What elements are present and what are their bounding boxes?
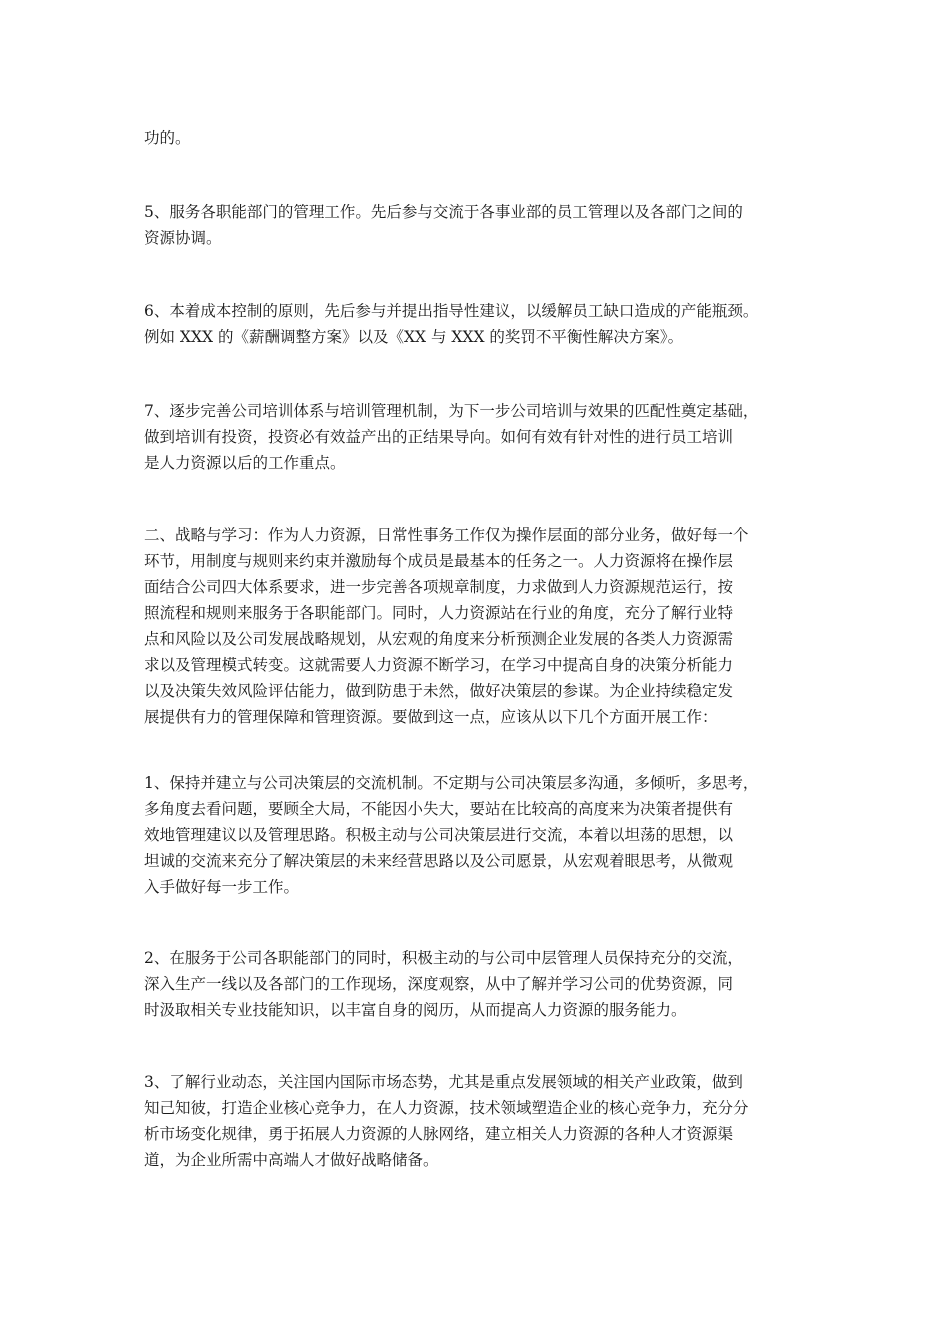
- paragraph-item-6: 6、本着成本控制的原则，先后参与并提出指导性建议，以缓解员工缺口造成的产能瓶颈。 例如 XXX 的《薪酬调整方案》以及《XX 与 XXX 的奖罚不平衡性解决方案》。: [144, 302, 759, 346]
- paragraph-point-1: 1、保持并建立与公司决策层的交流机制。不定期与公司决策层多沟通，多倾听，多思考， 多角度去看问题，要顾全大局，不能因小失大，要站在比较高的高度来为决策者提供有 效地管理建议以及管理思路。积极主动与公司决策层进行交流，本着以坦荡的思想，以 坦诚的交流来充分了解决策层的未来经营思路以及公司愿景，从宏观着眼思考，从微观 入手做好每一步工作。: [144, 774, 759, 896]
- paragraph-item-5: 5、服务各职能部门的管理工作。先后参与交流于各事业部的员工管理以及各部门之间的 资源协调。: [144, 203, 743, 247]
- paragraph-point-2: 2、在服务于公司各职能部门的同时，积极主动的与公司中层管理人员保持充分的交流， 深入生产一线以及各部门的工作现场，深度观察，从中了解并学习公司的优势资源，同 时汲取相关专业技能知识，以丰富自身的阅历，从而提高人力资源的服务能力。: [144, 949, 743, 1019]
- paragraph-point-3: 3、了解行业动态，关注国内国际市场态势，尤其是重点发展领域的相关产业政策，做到 知己知彼，打造企业核心竞争力，在人力资源，技术领域塑造企业的核心竞争力，充分分 析市场变化规律，勇于拓展人力资源的人脉网络，建立相关人力资源的各种人才资源渠 道，为企业所需中高端人才做好战略储备。: [144, 1073, 749, 1169]
- paragraph-continuation: 功的。: [144, 129, 191, 147]
- paragraph-section-strategy-learning: 二、战略与学习：作为人力资源，日常性事务工作仅为操作层面的部分业务，做好每一个 环节，用制度与规则来约束并激励每个成员是最基本的任务之一。人力资源将在操作层 面结合公司四大体系要求，进一步完善各项规章制度，力求做到人力资源规范运行，按 照流程和规则来服务于各职能部门。同时，人力资源站在行业的角度，充分了解行业特 点和风险以及公司发展战略规划，从宏观的角度来分析预测企业发展的各类人力资源需 求以及管理模式转变。这就需要人力资源不断学习，在学习中提高自身的决策分析能力 以及决策失效风险评估能力，做到防患于未然，做好决策层的参谋。为企业持续稳定发 展提供有力的管理保障和管理资源。要做到这一点，应该从以下几个方面开展工作：: [144, 526, 749, 726]
- paragraph-item-7: 7、逐步完善公司培训体系与培训管理机制，为下一步公司培训与效果的匹配性奠定基础， 做到培训有投资，投资必有效益产出的正结果导向。如何有效有针对性的进行员工培训 是人力资源以后的工作重点。: [144, 402, 759, 472]
